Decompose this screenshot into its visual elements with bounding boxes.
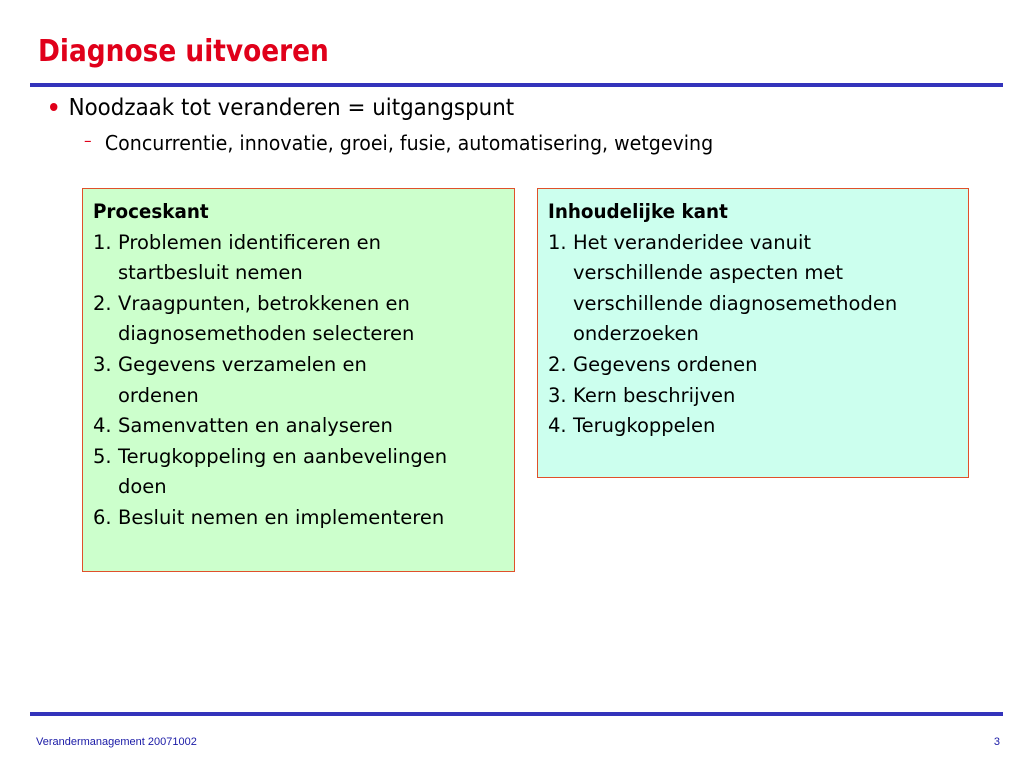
list-item [93,411,504,442]
list-item-number: 4. [548,414,567,438]
sub-bullet-text: Concurrentie, innovatie, groei, fusie, automatisering, wetgeving [104,131,714,155]
list-item-line: Terugkoppelen [573,414,716,438]
content-side-box [537,188,969,478]
list-item-text [118,503,504,534]
list-item-line: startbesluit nemen [118,261,303,285]
slide-title: Diagnose uitvoeren [38,34,329,69]
list-item-number: 2. [93,291,112,315]
list-item-text [573,381,958,412]
footer-divider [30,712,1003,716]
list-item-number: 6. [93,505,112,529]
list-item-line: Gegevens verzamelen en [118,352,367,376]
list-item-number: 5. [93,444,112,468]
process-side-box [82,188,515,572]
list-item-number: 2. [548,352,567,376]
list-item-text [118,350,504,411]
list-item-line: Het veranderidee vanuit [573,230,812,254]
footer-text: Verandermanagement 20071002 [36,736,197,748]
list-item-text [118,289,504,350]
list-item [93,289,504,350]
list-item-line: Kern beschrijven [573,383,736,407]
list-item-text [573,411,958,442]
sub-bullet [84,128,713,158]
list-item-line: diagnosemethoden selecteren [118,322,415,346]
list-item-line: onderzoeken [573,322,699,346]
list-item-text [118,442,504,503]
list-item-number: 3. [548,383,567,407]
list-item-text [573,350,958,381]
list-item-line: ordenen [118,383,199,407]
process-side-heading: Proceskant [93,200,209,223]
content-steps-list [548,228,958,442]
list-item-text [118,228,504,289]
list-item-line: doen [118,475,167,499]
list-item [548,228,958,350]
list-item [93,442,504,503]
list-item-line: verschillende diagnosemethoden [573,291,898,315]
list-item [93,350,504,411]
list-item-text [118,411,504,442]
list-item-number: 1. [548,230,567,254]
list-item-line: Terugkoppeling en aanbevelingen [118,444,448,468]
page-number: 3 [993,736,1000,748]
list-item-number: 3. [93,352,112,376]
list-item-line: Gegevens ordenen [573,352,758,376]
main-bullet-text: Noodzaak tot veranderen = uitgangspunt [68,95,515,121]
process-steps-list [93,228,504,534]
list-item-line: verschillende aspecten met [573,261,844,285]
list-item-text [573,228,958,350]
dash-icon: – [84,131,92,150]
bullet-dot-icon [50,103,57,111]
list-item-line: Besluit nemen en implementeren [118,505,445,529]
list-item [548,381,958,412]
main-bullet [50,93,514,123]
list-item-line: Problemen identificeren en [118,230,381,254]
list-item-number: 1. [93,230,112,254]
list-item [93,503,504,534]
list-item [548,350,958,381]
content-side-heading: Inhoudelijke kant [548,200,728,223]
list-item-number: 4. [93,414,112,438]
list-item-line: Vraagpunten, betrokkenen en [118,291,410,315]
title-divider [30,83,1003,87]
list-item [93,228,504,289]
list-item-line: Samenvatten en analyseren [118,414,393,438]
list-item [548,411,958,442]
